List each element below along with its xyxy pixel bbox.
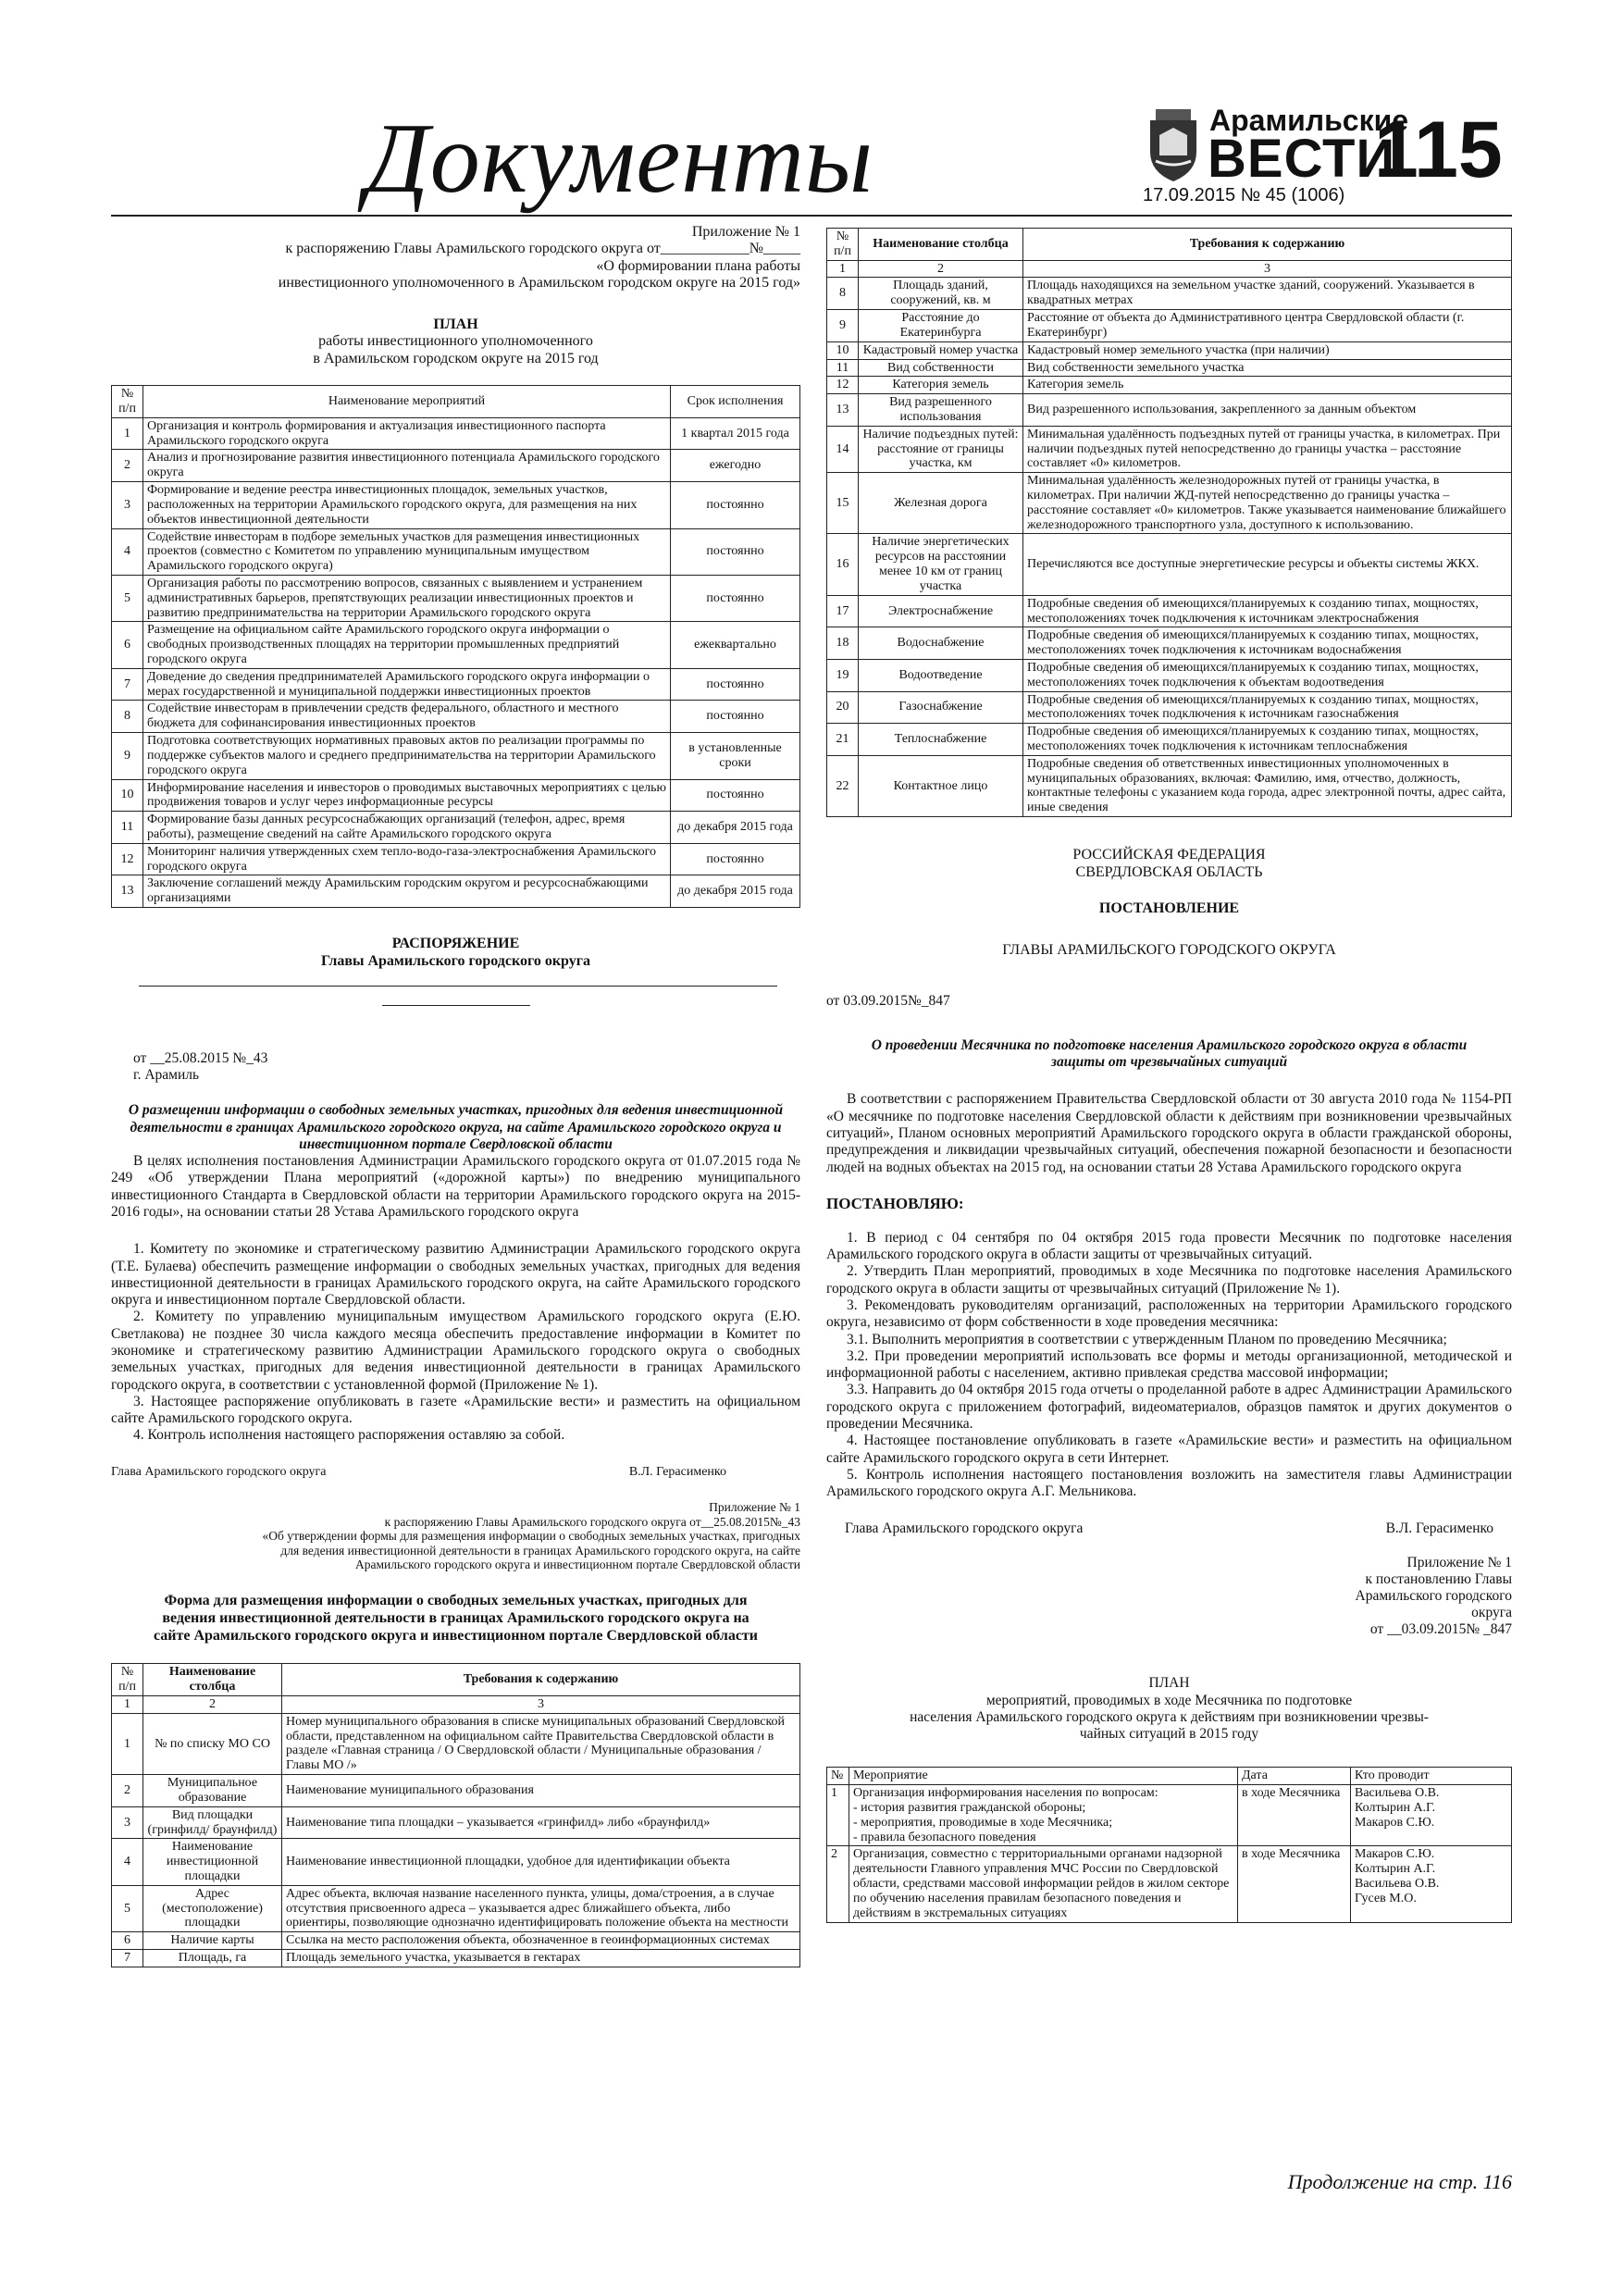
order-title: РАСПОРЯЖЕНИЕ [391, 936, 520, 951]
deadline-cell: 1 квартал 2015 года [671, 417, 800, 450]
newspaper-masthead [1143, 104, 1511, 205]
appendix-2-header [111, 1500, 800, 1572]
row-number: 11 [827, 359, 859, 377]
col-header: Дата [1238, 1768, 1351, 1785]
row-number: 12 [112, 843, 143, 875]
column-name-cell: Железная дорога [859, 473, 1023, 534]
plan-title: ПЛАН [433, 316, 478, 332]
deadline-cell: постоянно [671, 779, 800, 812]
resolution-heading [826, 847, 1512, 960]
row-number: 5 [112, 575, 143, 621]
appendix-line: инвестиционного уполномоченного в Арамильском городском округе на 2015 год» [278, 275, 800, 292]
form-table [111, 1663, 800, 1967]
requirement-cell: Вид разрешенного использования, закрепленного за данным объектом [1023, 394, 1512, 427]
plan-subtitle: работы инвестиционного уполномоченного [318, 333, 593, 350]
col-number: 3 [1023, 260, 1512, 278]
requirement-cell: Наименование типа площадки – указывается «гринфилд» либо «браунфилд» [282, 1806, 800, 1839]
column-name-cell: Водоотведение [859, 659, 1023, 691]
row-number: 6 [112, 1932, 143, 1950]
row-number: 3 [112, 1806, 143, 1839]
event-cell: Содействие инвесторам в подборе земельных участков для размещения инвестиционных проектов (совместно с Комитетом по управлению муниципальным имуществом Арамильского городского округа) [143, 528, 671, 575]
plan2-who-cell: Васильева О.В. Колтырин А.Г. Макаров С.Ю. [1351, 1785, 1512, 1846]
row-number: 13 [827, 394, 859, 427]
col-number: 3 [282, 1696, 800, 1714]
table-row [827, 341, 1512, 359]
plan2-event-cell: Организация информирования населения по вопросам: - история развития гражданской обороны; - мероприятия, проводимые в ходе Месячника; - правила безопасного поведения [849, 1785, 1238, 1846]
order-subject: О размещении информации о свободных земельных участках, пригодных для ведения инвестиционной деятельности в границах Арамильского городского округа, на сайте Арамильского городского округа и инвестиционном портале Свердловской области [128, 1102, 784, 1152]
column-name-cell: № по списку МО СО [143, 1713, 282, 1774]
event-cell: Доведение до сведения предпринимателей Арамильского городского округа информации о мерах государственной и муниципальной поддержки инвестиционных проектов [143, 668, 671, 701]
deadline-cell: постоянно [671, 482, 800, 528]
left-column [111, 224, 800, 1967]
plan2-event-cell: Организация, совместно с территориальными органами надзорной деятельности Главного управления МЧС России по Свердловской области, средствами массовой информации рейдов в жилом секторе по обучению населения правилам безопасного поведения и действиям в экстремальных ситуациях [849, 1846, 1238, 1922]
event-cell: Организация работы по рассмотрению вопросов, связанных с выявлением и устранением административных барьеров, препятствующих реализации инвестиционных проектов и развитию предпринимательства на территории Арамильского городского округа [143, 575, 671, 621]
table-row [827, 755, 1512, 816]
row-number: 1 [112, 417, 143, 450]
table-row [112, 482, 800, 528]
table-row [827, 595, 1512, 627]
plan-subtitle: в Арамильском городском округе на 2015 год [313, 351, 599, 367]
deadline-cell: ежегодно [671, 450, 800, 482]
plan2-heading [826, 1675, 1512, 1743]
country: РОССИЙСКАЯ ФЕДЕРАЦИЯ [1072, 847, 1266, 863]
appendix-line: «О формировании плана работы [596, 257, 800, 274]
section-title: Документы [365, 104, 874, 214]
deadline-cell: постоянно [671, 701, 800, 733]
row-number: 15 [827, 473, 859, 534]
deadline-cell: до декабря 2015 года [671, 812, 800, 844]
requirement-cell: Адрес объекта, включая название населенного пункта, улицы, дома/строения, а в случае отсутствия присвоенного адреса – указывается адрес ближайшего объекта, либо ориентиры, позволяющие однозначно идентифицировать положение объекта на местности [282, 1885, 800, 1931]
row-number: 2 [112, 1775, 143, 1807]
col-number: 2 [143, 1696, 282, 1714]
row-number: 10 [112, 779, 143, 812]
column-name-cell: Площадь зданий, сооружений, кв. м [859, 278, 1023, 310]
deadline-cell: до декабря 2015 года [671, 875, 800, 908]
col-header: Мероприятие [849, 1768, 1238, 1785]
col-header: Наименование столбца [143, 1664, 282, 1696]
column-name-cell: Наименование инвестиционной площадки [143, 1839, 282, 1885]
table-row [112, 1775, 800, 1807]
plan2-table [826, 1767, 1512, 1922]
col-header: Кто проводит [1351, 1768, 1512, 1785]
table-row [112, 1839, 800, 1885]
appendix-3-header [826, 1555, 1512, 1639]
row-number: 4 [112, 1839, 143, 1885]
table-row [112, 1885, 800, 1931]
col-header: Требования к содержанию [282, 1664, 800, 1696]
plan-table-body [112, 417, 800, 907]
column-name-cell: Водоснабжение [859, 627, 1023, 660]
col-number: 1 [112, 1696, 143, 1714]
plan2-n-cell: 1 [827, 1785, 849, 1846]
resolution-item: 2. Утвердить План мероприятий, проводимых в ходе Месячника по подготовке населения Арамильского городского округа в области защиты от чрезвычайных ситуаций (Приложение № 1). [826, 1263, 1512, 1297]
table-row [827, 1846, 1512, 1922]
requirement-cell: Подробные сведения об имеющихся/планируемых к созданию типах, мощностях, местоположениях точек подключения к источникам электроснабжения [1023, 595, 1512, 627]
resolution-item: 3. Рекомендовать руководителям организаций, расположенных на территории Арамильского городского округа, независимо от форм собственности в ходе проведения месячника: [826, 1297, 1512, 1331]
appendix-1-header [111, 224, 800, 292]
deadline-cell: ежеквартально [671, 622, 800, 668]
deadline-cell: постоянно [671, 668, 800, 701]
row-number: 6 [112, 622, 143, 668]
row-number: 11 [112, 812, 143, 844]
event-cell: Формирование базы данных ресурсоснабжающих организаций (телефон, адрес, время работы), размещение сведений на сайте Арамильского городского округа [143, 812, 671, 844]
resolution-items [826, 1230, 1512, 1501]
col-header: № [827, 1768, 849, 1785]
col-header: Требования к содержанию [1023, 229, 1512, 261]
column-name-cell: Вид площадки (гринфилд/ браунфилд) [143, 1806, 282, 1839]
table-row [827, 627, 1512, 660]
order-intro: В целях исполнения постановления Администрации Арамильского городского округа от 01.07.2015 года № 249 «Об утверждении Плана мероприятий («дорожной карты») по внедрению муниципального инвестиционного Стандарта в Свердловской области на территории Арамильского городского округа на 2015-2016 годы», на основании статьи 28 Устава Арамильского городского округа [111, 1153, 800, 1220]
table-row [827, 310, 1512, 342]
row-number: 3 [112, 482, 143, 528]
resolution-item: 3.3. Направить до 04 октября 2015 года отчеты о проделанной работе в адрес Администрации Арамильского городского округа с приложением фотографий, видеоматериалов, образцов памяток и других документов о проведении Месячника. [826, 1382, 1512, 1432]
row-number: 4 [112, 528, 143, 575]
row-number: 9 [827, 310, 859, 342]
row-number: 20 [827, 691, 859, 724]
event-cell: Подготовка соответствующих нормативных правовых актов по реализации программы по поддержке субъектов малого и среднего предпринимательства на территории Арамильского городского округа [143, 733, 671, 779]
row-number: 16 [827, 534, 859, 595]
col-number: 2 [859, 260, 1023, 278]
plan2-title: ПЛАН [1148, 1675, 1190, 1692]
form-title: Форма для размещения информации о свободных земельных участках, пригодных для ведения инвестиционной деятельности в границах Арамильского городского округа на сайте Арамильского городского округа и инвестиционном портале Свердловской области [153, 1592, 758, 1644]
row-number: 8 [827, 278, 859, 310]
table-row [112, 575, 800, 621]
event-cell: Формирование и ведение реестра инвестиционных площадок, земельных участков, расположенных на территории Арамильского городского округа, для размещения на них объектов инвестиционной деятельности [143, 482, 671, 528]
requirement-cell: Минимальная удалённость железнодорожных путей от границы участка, в километрах. При наличии ЖД-путей непосредственно до границы участка – расстояние составляет «0» километров. Также указывается наименование ближайшего железнодорожного транспортного узла, доступного к использованию. [1023, 473, 1512, 534]
requirement-cell: Подробные сведения об имеющихся/планируемых к созданию типах, мощностях, местоположениях точек подключения к источникам газоснабжения [1023, 691, 1512, 724]
resolution-item: 3.1. Выполнить мероприятия в соответствии с утвержденным Планом по проведению Месячника; [847, 1331, 1447, 1347]
column-name-cell: Адрес (местоположение) площадки [143, 1885, 282, 1931]
resolution-date: от 03.09.2015№_847 [826, 992, 950, 1009]
row-number: 21 [827, 724, 859, 756]
appendix-line: от __03.09.2015№ _847 [1369, 1621, 1512, 1638]
order-rule [139, 986, 777, 987]
row-number: 10 [827, 341, 859, 359]
requirement-cell: Площадь земельного участка, указывается в гектарах [282, 1950, 800, 1967]
table-row [112, 843, 800, 875]
row-number: 7 [112, 1950, 143, 1967]
signature-name: В.Л. Герасименко [1385, 1520, 1493, 1537]
coat-of-arms-icon [1143, 107, 1204, 183]
column-name-cell: Теплоснабжение [859, 724, 1023, 756]
row-number: 12 [827, 377, 859, 394]
table-row [112, 417, 800, 450]
row-number: 22 [827, 755, 859, 816]
resolution-item: 3.2. При проведении мероприятий использовать все формы и методы организационной, методической и информационной работы с населением, активно привлекая средства массовой информации; [826, 1347, 1512, 1382]
table-row [112, 1713, 800, 1774]
table-row [827, 473, 1512, 534]
table-row [827, 278, 1512, 310]
row-number: 13 [112, 875, 143, 908]
row-number: 9 [112, 733, 143, 779]
table-row [112, 733, 800, 779]
table-row [112, 875, 800, 908]
resolution-title: ПОСТАНОВЛЕНИЕ [1098, 900, 1240, 916]
col-number: 1 [827, 260, 859, 278]
order-items [111, 1241, 800, 1444]
col-header: № п/п [112, 386, 143, 418]
column-name-cell: Муниципальное образование [143, 1775, 282, 1807]
table-row [827, 359, 1512, 377]
appendix-line: для ведения инвестиционной деятельности в границах Арамильского городского округа, на сайте [280, 1543, 800, 1558]
requirement-cell: Подробные сведения об имеющихся/планируемых к созданию типах, мощностях, местоположениях точек подключения к источникам теплоснабжения [1023, 724, 1512, 756]
requirement-cell: Минимальная удалённость подъездных путей от границы участка, в километрах. При наличии подъездных путей непосредственно до границы участка – расстояние составляет «0» километров. [1023, 426, 1512, 472]
brand-small: Арамильские [1209, 104, 1409, 137]
order-item: 1. Комитету по экономике и стратегическому развитию Администрации Арамильского городского округа (Т.Е. Булаева) обеспечить размещение информации о свободных земельных участках, пригодных для ведения инвестиционной деятельности в границах Арамильского городского округа, на сайте Арамильского городского округа и инвестиционном портале Свердловской области. [111, 1241, 800, 1309]
row-number: 17 [827, 595, 859, 627]
resolution-signature [826, 1520, 1512, 1537]
col-header: Наименование столбца [859, 229, 1023, 261]
plan2-date-cell: в ходе Месячника [1238, 1785, 1351, 1846]
column-name-cell: Наличие карты [143, 1932, 282, 1950]
resolution-subject: О проведении Месячника по подготовке населения Арамильского городского округа в области защиты от чрезвычайных ситуаций [871, 1036, 1468, 1071]
column-name-cell: Контактное лицо [859, 755, 1023, 816]
appendix-line: Арамильского городского [1355, 1587, 1512, 1604]
resolution-item: 5. Контроль исполнения настоящего постановления возложить на заместителя главы Администрации Арамильского городского округа А.Г. Мельникова. [826, 1466, 1512, 1500]
appendix-line: к распоряжению Главы Арамильского городского округа от____________№_____ [285, 241, 800, 257]
table-row [112, 1950, 800, 1967]
issue-date: 17.09.2015 № 45 (1006) [1143, 185, 1345, 205]
table-row [827, 394, 1512, 427]
col-header: Срок исполнения [671, 386, 800, 418]
resolution-intro: В соответствии с распоряжением Правительства Свердловской области от 30 августа 2010 года № 1154-РП «О месячнике по подготовке населения Свердловской области к действиям при возникновении чрезвычайных ситуаций», Планом основных мероприятий Арамильского городского округа в области гражданской обороны, предупреждения и ликвидации чрезвычайных ситуаций, обеспечения пожарной безопасности и безопасности людей на водных объектах на 2015 год, на основании статьи 28 Устава Арамильского городского округа [826, 1091, 1512, 1175]
column-name-cell: Газоснабжение [859, 691, 1023, 724]
order-date: от __25.08.2015 №_43 [133, 1049, 268, 1066]
event-cell: Анализ и прогнозирование развития инвестиционного потенциала Арамильского городского округа [143, 450, 671, 482]
requirement-cell: Категория земель [1023, 377, 1512, 394]
requirement-cell: Площадь находящихся на земельном участке зданий, сооружений. Указывается в квадратных метрах [1023, 278, 1512, 310]
plan2-date-cell: в ходе Месячника [1238, 1846, 1351, 1922]
table-row [112, 450, 800, 482]
requirement-cell: Наименование муниципального образования [282, 1775, 800, 1807]
signature-name: В.Л. Герасименко [628, 1464, 726, 1479]
requirement-cell: Расстояние от объекта до Административного центра Свердловской области (г. Екатеринбург) [1023, 310, 1512, 342]
column-name-cell: Вид разрешенного использования [859, 394, 1023, 427]
requirement-cell: Кадастровый номер земельного участка (при наличии) [1023, 341, 1512, 359]
resolution-item: 4. Настоящее постановление опубликовать в газете «Арамильские вести» и разместить на официальном сайте Арамильского городского округа в сети Интернет. [826, 1433, 1512, 1466]
table-row [112, 779, 800, 812]
continued-note: Продолжение на стр. 116 [1287, 2170, 1512, 2193]
requirement-cell: Перечисляются все доступные энергетические ресурсы и объекты системы ЖКХ. [1023, 534, 1512, 595]
table-row [112, 622, 800, 668]
plan2-n-cell: 2 [827, 1846, 849, 1922]
row-number: 8 [112, 701, 143, 733]
event-cell: Организация и контроль формирования и актуализация инвестиционного паспорта Арамильского городского округа [143, 417, 671, 450]
column-name-cell: Категория земель [859, 377, 1023, 394]
right-column [826, 228, 1512, 1923]
table-row [827, 377, 1512, 394]
order-subtitle: Главы Арамильского городского округа [320, 952, 590, 969]
column-name-cell: Площадь, га [143, 1950, 282, 1967]
requirement-cell: Вид собственности земельного участка [1023, 359, 1512, 377]
requirement-cell: Ссылка на место расположения объекта, обозначенное в геоинформационных системах [282, 1932, 800, 1950]
deadline-cell: постоянно [671, 843, 800, 875]
order-heading [111, 936, 800, 971]
order-item: 4. Контроль исполнения настоящего распоряжения оставляю за собой. [133, 1427, 565, 1444]
appendix-line: Арамильского городского округа и инвестиционном портале Свердловской области [354, 1558, 800, 1572]
event-cell: Содействие инвесторам в привлечении средств федерального, областного и местного бюджета для софинансирования инвестиционных проектов [143, 701, 671, 733]
resolution-decree: ПОСТАНОВЛЯЮ: [826, 1194, 964, 1212]
event-cell: Информирование населения и инвесторов о проводимых выставочных мероприятиях с целью продвижения товаров и услуг через информационные ресурсы [143, 779, 671, 812]
table-row [827, 659, 1512, 691]
table-row [112, 528, 800, 575]
requirement-cell: Подробные сведения об имеющихся/планируемых к созданию типах, мощностях, местоположениях точек подключения к источникам водоснабжения [1023, 627, 1512, 660]
plan-table [111, 385, 800, 908]
page-number: 115 [1374, 105, 1503, 194]
column-name-cell: Наличие подъездных путей: расстояние от границы участка, км [859, 426, 1023, 472]
plan2-table-body [827, 1785, 1512, 1922]
column-name-cell: Расстояние до Екатеринбурга [859, 310, 1023, 342]
column-name-cell: Наличие энергетических ресурсов на расстоянии менее 10 км от границ участка [859, 534, 1023, 595]
appendix-line: к постановлению Главы [1365, 1570, 1512, 1587]
order-signature [111, 1465, 800, 1481]
resolution-subtitle: ГЛАВЫ АРАМИЛЬСКОГО ГОРОДСКОГО ОКРУГА [1002, 941, 1336, 958]
deadline-cell: в установленные сроки [671, 733, 800, 779]
table-row [112, 1932, 800, 1950]
order-city: г. Арамиль [133, 1067, 200, 1084]
table-row [827, 724, 1512, 756]
deadline-cell: постоянно [671, 575, 800, 621]
table-row [827, 426, 1512, 472]
row-number: 18 [827, 627, 859, 660]
signature-position: Глава Арамильского городского округа [845, 1520, 1084, 1537]
header-rule [111, 215, 1512, 217]
order-item: 3. Настоящее распоряжение опубликовать в газете «Арамильские вести» и разместить на официальном сайте Арамильского городского округа. [111, 1393, 800, 1427]
signature-position: Глава Арамильского городского округа [111, 1464, 327, 1479]
col-header: № п/п [827, 229, 859, 261]
form-table-continued-body [827, 278, 1512, 817]
region: СВЕРДЛОВСКАЯ ОБЛАСТЬ [1075, 863, 1263, 880]
table-row [827, 534, 1512, 595]
appendix-line: «Об утверждении формы для размещения информации о свободных земельных участках, пригодных [262, 1529, 800, 1544]
row-number: 1 [112, 1713, 143, 1774]
brand-big: ВЕСТИ [1208, 129, 1396, 189]
column-name-cell: Электроснабжение [859, 595, 1023, 627]
table-row [827, 1785, 1512, 1846]
col-header: № п/п [112, 1664, 143, 1696]
row-number: 14 [827, 426, 859, 472]
order-item: 2. Комитету по управлению муниципальным имуществом Арамильского городского округа (Е.Ю. Светлакова) не позднее 30 числа каждого месяца обеспечить предоставление информации в Комитет по экономике и стратегическому развитию Администрации Арамильского городского округа о свободных земельных участках, пригодных для ведения инвестиционной деятельности в границах Арамильского городского округа, в соответствии с установленной формой (Приложение № 1). [111, 1309, 800, 1393]
appendix-line: к распоряжению Главы Арамильского городского округа от__25.08.2015№_43 [384, 1514, 800, 1529]
row-number: 7 [112, 668, 143, 701]
plan2-who-cell: Макаров С.Ю. Колтырин А.Г. Васильева О.В. Гусев М.О. [1351, 1846, 1512, 1922]
order-date-block [111, 1050, 800, 1085]
column-name-cell: Вид собственности [859, 359, 1023, 377]
table-row [112, 668, 800, 701]
event-cell: Размещение на официальном сайте Арамильского городского округа информации о свободных производственных площадях на территории промышленных предприятий городского округа [143, 622, 671, 668]
form-table-continued [826, 228, 1512, 817]
resolution-item: 1. В период с 04 сентября по 04 октября 2015 года провести Месячник по подготовке населения Арамильского городского округа в области защиты от чрезвычайных ситуаций. [826, 1229, 1512, 1263]
appendix-line: округа [1471, 1605, 1512, 1621]
order-short-rule [382, 1005, 530, 1006]
requirement-cell: Номер муниципального образования в списке муниципальных образований Свердловской области, представленном на официальном сайте Правительства Свердловской области в разделе «Главная страница / О Свердловской области / Муниципальные образования / Главы МО /» [282, 1713, 800, 1774]
requirement-cell: Подробные сведения об ответственных инвестиционных уполномоченных в муниципальных образованиях, включая: Фамилию, имя, отчество, должность, контактные телефоны с указанием кода города, адрес электронной почты, адрес сайта, иные сведения [1023, 755, 1512, 816]
table-row [112, 812, 800, 844]
table-row [827, 691, 1512, 724]
row-number: 2 [112, 450, 143, 482]
requirement-cell: Наименование инвестиционной площадки, удобное для идентификации объекта [282, 1839, 800, 1885]
appendix-line: Приложение № 1 [1406, 1554, 1512, 1570]
plan-heading [111, 316, 800, 369]
row-number: 19 [827, 659, 859, 691]
col-header: Наименование мероприятий [143, 386, 671, 418]
table-row [112, 1806, 800, 1839]
plan2-subtitle: мероприятий, проводимых в ходе Месячника по подготовке [985, 1692, 1353, 1708]
event-cell: Мониторинг наличия утвержденных схем тепло-водо-газа-электроснабжения Арамильского городского округа [143, 843, 671, 875]
table-row [112, 701, 800, 733]
plan2-subtitle: населения Арамильского городского округа к действиям при возникновении чрезвы- [910, 1708, 1429, 1725]
plan2-subtitle: чайных ситуаций в 2015 году [1079, 1726, 1259, 1743]
form-table-body [112, 1713, 800, 1967]
appendix-line: Приложение № 1 [709, 1500, 800, 1515]
event-cell: Заключение соглашений между Арамильским городским округом и ресурсоснабжающими организациями [143, 875, 671, 908]
column-name-cell: Кадастровый номер участка [859, 341, 1023, 359]
appendix-line: Приложение № 1 [691, 224, 800, 240]
requirement-cell: Подробные сведения об имеющихся/планируемых к созданию типах, мощностях, местоположениях точек подключения к объектам водоотведения [1023, 659, 1512, 691]
deadline-cell: постоянно [671, 528, 800, 575]
row-number: 5 [112, 1885, 143, 1931]
